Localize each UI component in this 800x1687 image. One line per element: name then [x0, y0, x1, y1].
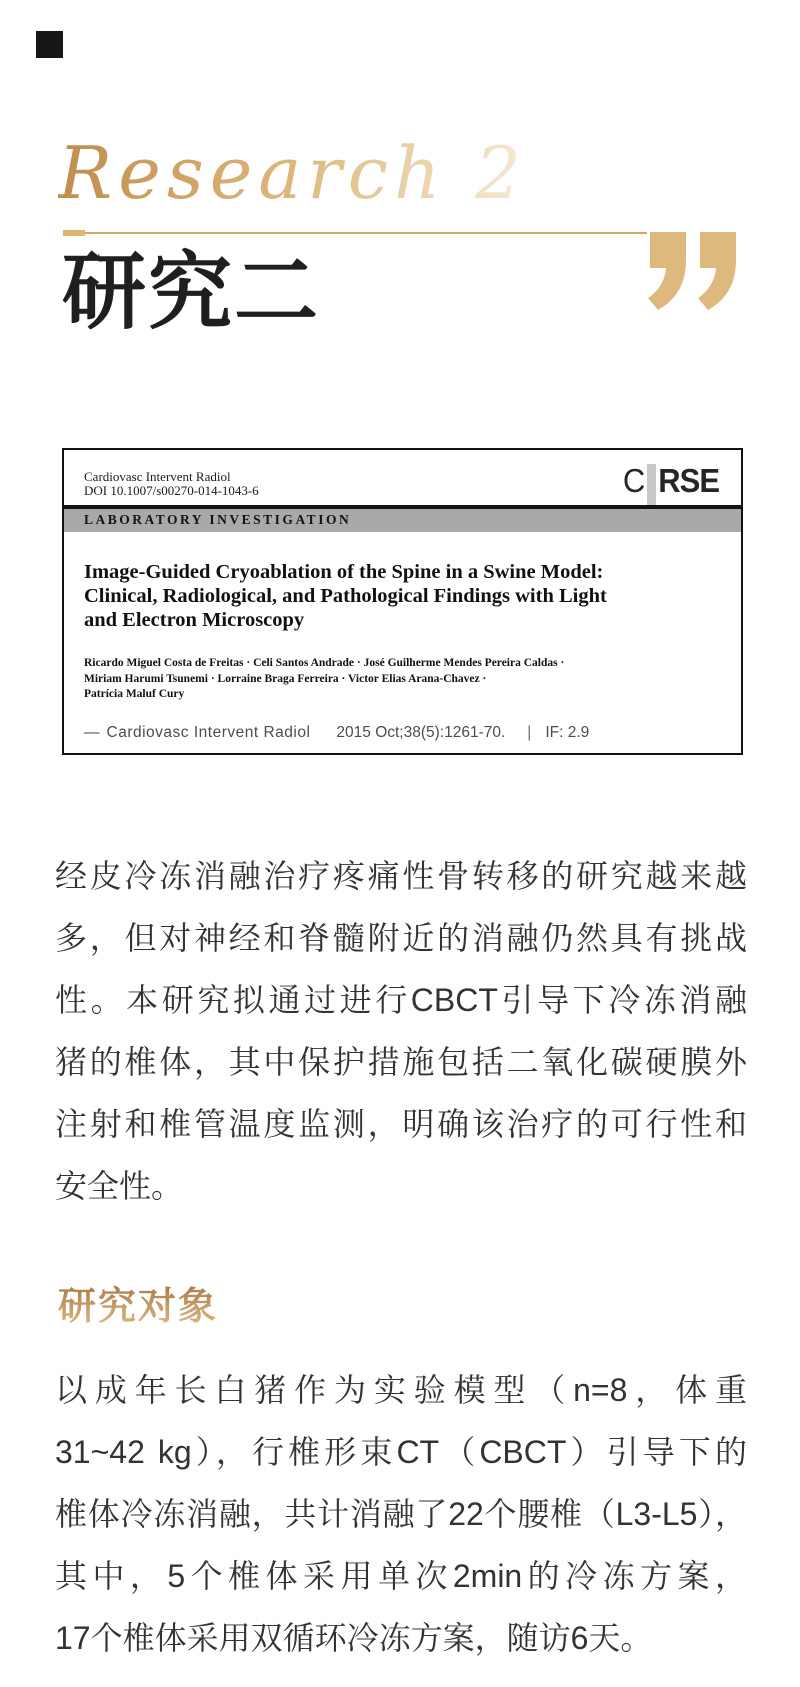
cirse-logo — [622, 461, 719, 510]
paper-authors: Ricardo Miguel Costa de Freitas · Celi Santos Andrade · José Guilherme Mendes Pereira Caldas · Miriam Harumi Tsunemi · Lorraine Braga Ferreira · Victor Elias Arana-Chavez · Patrícia Maluf Cury — [84, 657, 565, 700]
citation-impact-factor: IF: 2.9 — [545, 724, 590, 741]
citation-journal: Cardiovasc Intervent Radiol — [106, 724, 311, 741]
journal-paper-card — [62, 448, 743, 755]
closing-quote-icon — [648, 232, 738, 310]
journal-header — [84, 470, 259, 498]
gold-divider-line — [63, 232, 647, 234]
cirse-logo-c: C — [622, 461, 646, 500]
citation-dash: — — [84, 724, 98, 741]
citation-issue: 2015 Oct;38(5):1261-70. — [336, 724, 506, 741]
cirse-logo-bar — [647, 464, 656, 510]
page-title: 研究二 — [62, 247, 321, 340]
script-title: Research 2 — [58, 128, 527, 218]
journal-doi: DOI 10.1007/s00270-014-1043-6 — [84, 483, 259, 498]
study-subjects-paragraph: 以成年长白猪作为实验模型（n=8，体重 31~42 kg），行椎形束CT（CBCT）引导下的 椎体冷冻消融，共计消融了22个腰椎（L3-L5）， 其中，5个椎体采用单次2min的冷冻方案， 17个椎体采用双循环冷冻方案，随访6天。 — [55, 1372, 747, 1656]
citation-separator: | — [527, 724, 532, 741]
journal-name: Cardiovasc Intervent Radiol — [84, 469, 231, 484]
paper-title: Image-Guided Cryoablation of the Spine in a Swine Model: Clinical, Radiological, and Pathological Findings with Light and Electron Microscopy — [84, 561, 607, 631]
gold-divider-tick — [63, 230, 85, 236]
cirse-logo-rse: RSE — [658, 461, 719, 500]
section-banner: LABORATORY INVESTIGATION — [64, 505, 741, 532]
corner-square-decoration — [36, 31, 63, 58]
intro-paragraph: 经皮冷冻消融治疗疼痛性骨转移的研究越来越 多，但对神经和脊髓附近的消融仍然具有挑战 性。本研究拟通过进行CBCT引导下冷冻消融 猪的椎体，其中保护措施包括二氧化碳硬膜外 注射和椎管温度监测，明确该治疗的可行性和 安全性。 — [55, 858, 747, 1204]
section-heading-study-subjects: 研究对象 — [58, 1286, 219, 1328]
paper-citation — [84, 724, 724, 742]
